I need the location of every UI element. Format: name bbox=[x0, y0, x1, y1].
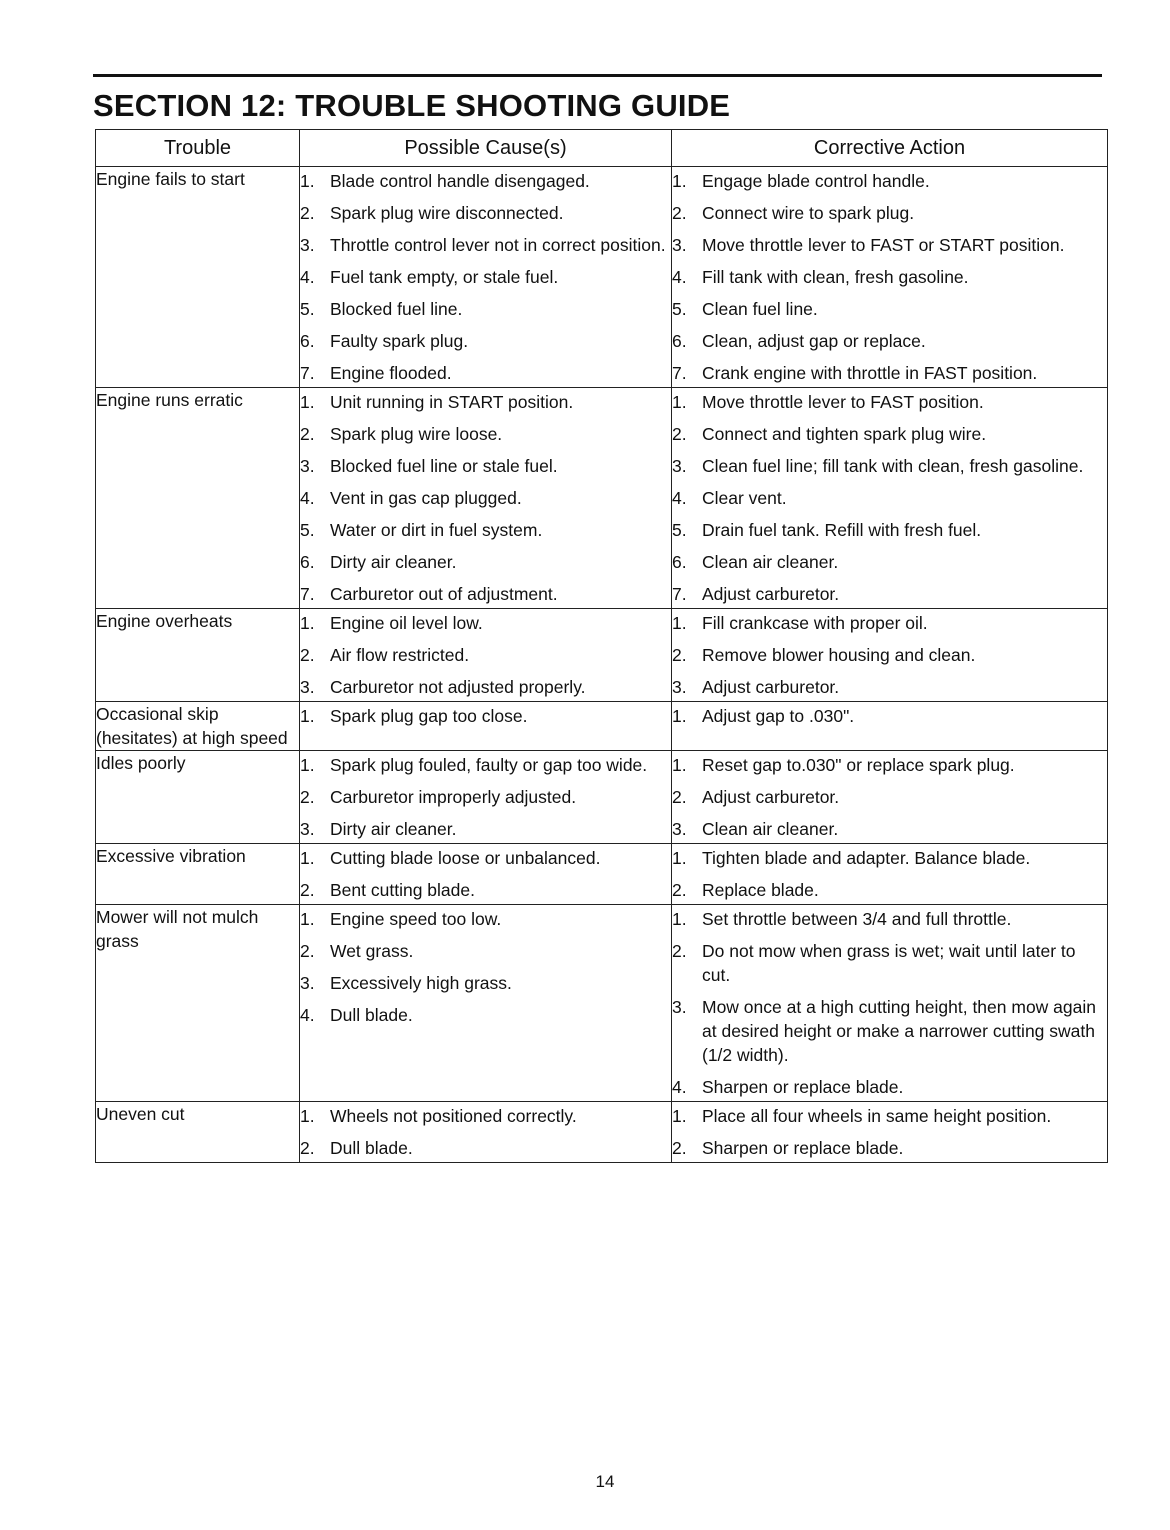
list-item bbox=[300, 704, 671, 728]
trouble-cell: Excessive vibration bbox=[96, 844, 300, 905]
item-text: Adjust carburetor. bbox=[702, 787, 840, 807]
item-number: 7. bbox=[672, 363, 687, 383]
item-text: Set throttle between 3/4 and full throttle. bbox=[702, 909, 1012, 929]
item-text: Engine flooded. bbox=[330, 363, 452, 383]
table-header-row bbox=[96, 130, 1108, 167]
item-number: 1. bbox=[300, 755, 315, 775]
item-number: 1. bbox=[300, 171, 315, 191]
list-item bbox=[672, 550, 1107, 574]
item-text: Adjust carburetor. bbox=[702, 584, 840, 604]
list-item bbox=[300, 675, 671, 699]
list-item bbox=[300, 169, 671, 193]
causes-cell bbox=[300, 167, 672, 388]
list-item bbox=[672, 233, 1107, 257]
list-item bbox=[672, 704, 1107, 728]
causes-list bbox=[300, 1104, 671, 1160]
trouble-cell: Idles poorly bbox=[96, 751, 300, 844]
item-number: 2. bbox=[672, 203, 687, 223]
list-item bbox=[300, 297, 671, 321]
list-item bbox=[672, 169, 1107, 193]
trouble-cell: Engine fails to start bbox=[96, 167, 300, 388]
trouble-cell: Mower will not mulch grass bbox=[96, 905, 300, 1102]
list-item bbox=[300, 611, 671, 635]
item-number: 1. bbox=[672, 848, 687, 868]
item-text: Clean, adjust gap or replace. bbox=[702, 331, 926, 351]
list-item bbox=[300, 971, 671, 995]
list-item bbox=[300, 753, 671, 777]
item-number: 6. bbox=[300, 331, 315, 351]
item-text: Dirty air cleaner. bbox=[330, 819, 457, 839]
item-number: 3. bbox=[672, 456, 687, 476]
item-text: Dull blade. bbox=[330, 1138, 413, 1158]
item-text: Spark plug wire disconnected. bbox=[330, 203, 564, 223]
item-text: Air flow restricted. bbox=[330, 645, 470, 665]
item-number: 4. bbox=[300, 267, 315, 287]
list-item bbox=[672, 518, 1107, 542]
list-item bbox=[300, 907, 671, 931]
item-number: 5. bbox=[672, 299, 687, 319]
item-text: Blocked fuel line or stale fuel. bbox=[330, 456, 558, 476]
item-text: Fill crankcase with proper oil. bbox=[702, 613, 928, 633]
item-number: 2. bbox=[672, 645, 687, 665]
list-item bbox=[300, 1136, 671, 1160]
item-number: 7. bbox=[300, 584, 315, 604]
list-item bbox=[672, 907, 1107, 931]
table-row bbox=[96, 844, 1108, 905]
causes-cell bbox=[300, 844, 672, 905]
item-text: Remove blower housing and clean. bbox=[702, 645, 976, 665]
item-number: 4. bbox=[672, 488, 687, 508]
item-text: Move throttle lever to FAST or START position. bbox=[702, 235, 1065, 255]
actions-list bbox=[672, 169, 1107, 385]
item-number: 1. bbox=[672, 706, 687, 726]
list-item bbox=[672, 361, 1107, 385]
list-item bbox=[300, 939, 671, 963]
item-text: Excessively high grass. bbox=[330, 973, 512, 993]
list-item bbox=[300, 550, 671, 574]
item-text: Carburetor improperly adjusted. bbox=[330, 787, 577, 807]
causes-cell bbox=[300, 751, 672, 844]
item-number: 6. bbox=[672, 552, 687, 572]
item-text: Connect and tighten spark plug wire. bbox=[702, 424, 987, 444]
item-number: 1. bbox=[300, 613, 315, 633]
header-corrective-action: Corrective Action bbox=[672, 130, 1108, 167]
list-item bbox=[672, 846, 1107, 870]
list-item bbox=[672, 675, 1107, 699]
item-number: 1. bbox=[672, 1106, 687, 1126]
item-text: Drain fuel tank. Refill with fresh fuel. bbox=[702, 520, 982, 540]
list-item bbox=[672, 753, 1107, 777]
actions-cell bbox=[672, 905, 1108, 1102]
item-number: 1. bbox=[672, 755, 687, 775]
list-item bbox=[672, 1136, 1107, 1160]
list-item bbox=[300, 361, 671, 385]
list-item bbox=[300, 233, 671, 257]
list-item bbox=[672, 785, 1107, 809]
list-item bbox=[672, 939, 1107, 987]
item-text: Dull blade. bbox=[330, 1005, 413, 1025]
item-text: Blocked fuel line. bbox=[330, 299, 463, 319]
item-number: 3. bbox=[300, 235, 315, 255]
item-text: Mow once at a high cutting height, then mow again at desired height or make a narrower cutting swath (1/2 width). bbox=[702, 997, 1096, 1065]
item-text: Adjust carburetor. bbox=[702, 677, 840, 697]
item-text: Clean fuel line. bbox=[702, 299, 818, 319]
list-item bbox=[300, 201, 671, 225]
list-item bbox=[300, 846, 671, 870]
item-number: 2. bbox=[300, 203, 315, 223]
item-text: Crank engine with throttle in FAST position. bbox=[702, 363, 1038, 383]
item-number: 3. bbox=[300, 819, 315, 839]
actions-cell bbox=[672, 1102, 1108, 1163]
list-item bbox=[672, 329, 1107, 353]
actions-cell bbox=[672, 751, 1108, 844]
item-number: 1. bbox=[300, 706, 315, 726]
list-item bbox=[672, 390, 1107, 414]
item-text: Blade control handle disengaged. bbox=[330, 171, 590, 191]
item-number: 2. bbox=[672, 880, 687, 900]
item-text: Replace blade. bbox=[702, 880, 819, 900]
list-item bbox=[672, 1075, 1107, 1099]
table-row bbox=[96, 609, 1108, 702]
list-item bbox=[300, 518, 671, 542]
item-number: 4. bbox=[300, 488, 315, 508]
causes-list bbox=[300, 390, 671, 606]
item-number: 1. bbox=[672, 392, 687, 412]
actions-list bbox=[672, 1104, 1107, 1160]
item-text: Wheels not positioned correctly. bbox=[330, 1106, 577, 1126]
trouble-cell: Engine runs erratic bbox=[96, 388, 300, 609]
list-item bbox=[672, 454, 1107, 478]
item-number: 2. bbox=[300, 1138, 315, 1158]
actions-cell bbox=[672, 609, 1108, 702]
item-number: 1. bbox=[672, 909, 687, 929]
actions-list bbox=[672, 611, 1107, 699]
list-item bbox=[672, 201, 1107, 225]
item-text: Fuel tank empty, or stale fuel. bbox=[330, 267, 559, 287]
item-number: 2. bbox=[672, 1138, 687, 1158]
item-number: 5. bbox=[300, 299, 315, 319]
causes-list bbox=[300, 753, 671, 841]
item-number: 2. bbox=[300, 645, 315, 665]
list-item bbox=[300, 390, 671, 414]
header-trouble: Trouble bbox=[96, 130, 300, 167]
item-text: Place all four wheels in same height position. bbox=[702, 1106, 1052, 1126]
item-text: Vent in gas cap plugged. bbox=[330, 488, 522, 508]
list-item bbox=[300, 582, 671, 606]
item-text: Connect wire to spark plug. bbox=[702, 203, 915, 223]
causes-cell bbox=[300, 388, 672, 609]
item-number: 4. bbox=[672, 267, 687, 287]
list-item bbox=[300, 265, 671, 289]
item-number: 5. bbox=[672, 520, 687, 540]
list-item bbox=[672, 995, 1107, 1067]
item-number: 3. bbox=[300, 456, 315, 476]
item-text: Bent cutting blade. bbox=[330, 880, 475, 900]
item-text: Carburetor out of adjustment. bbox=[330, 584, 558, 604]
item-text: Water or dirt in fuel system. bbox=[330, 520, 543, 540]
trouble-cell: Uneven cut bbox=[96, 1102, 300, 1163]
item-number: 2. bbox=[672, 941, 687, 961]
item-text: Spark plug wire loose. bbox=[330, 424, 503, 444]
item-text: Faulty spark plug. bbox=[330, 331, 469, 351]
trouble-cell: Engine overheats bbox=[96, 609, 300, 702]
item-number: 1. bbox=[300, 909, 315, 929]
list-item bbox=[300, 422, 671, 446]
actions-cell bbox=[672, 388, 1108, 609]
causes-cell bbox=[300, 1102, 672, 1163]
list-item bbox=[672, 486, 1107, 510]
actions-cell bbox=[672, 844, 1108, 905]
table-row bbox=[96, 388, 1108, 609]
list-item bbox=[672, 878, 1107, 902]
item-number: 2. bbox=[300, 880, 315, 900]
item-text: Move throttle lever to FAST position. bbox=[702, 392, 984, 412]
list-item bbox=[672, 422, 1107, 446]
item-text: Unit running in START position. bbox=[330, 392, 574, 412]
list-item bbox=[672, 643, 1107, 667]
item-text: Wet grass. bbox=[330, 941, 414, 961]
item-text: Tighten blade and adapter. Balance blade. bbox=[702, 848, 1031, 868]
item-text: Sharpen or replace blade. bbox=[702, 1077, 904, 1097]
causes-list bbox=[300, 846, 671, 902]
item-text: Carburetor not adjusted properly. bbox=[330, 677, 586, 697]
item-text: Reset gap to.030" or replace spark plug. bbox=[702, 755, 1015, 775]
item-text: Cutting blade loose or unbalanced. bbox=[330, 848, 601, 868]
item-text: Throttle control lever not in correct position. bbox=[330, 235, 666, 255]
actions-cell bbox=[672, 167, 1108, 388]
item-number: 1. bbox=[300, 1106, 315, 1126]
table-row bbox=[96, 702, 1108, 751]
list-item bbox=[300, 878, 671, 902]
list-item bbox=[300, 1003, 671, 1027]
causes-list bbox=[300, 907, 671, 1027]
list-item bbox=[300, 643, 671, 667]
item-text: Fill tank with clean, fresh gasoline. bbox=[702, 267, 969, 287]
item-number: 3. bbox=[672, 677, 687, 697]
item-text: Engine oil level low. bbox=[330, 613, 483, 633]
item-number: 2. bbox=[300, 941, 315, 961]
header-possible-causes: Possible Cause(s) bbox=[300, 130, 672, 167]
actions-list bbox=[672, 907, 1107, 1099]
list-item bbox=[672, 265, 1107, 289]
actions-list bbox=[672, 846, 1107, 902]
item-text: Adjust gap to .030". bbox=[702, 706, 855, 726]
item-number: 6. bbox=[300, 552, 315, 572]
list-item bbox=[672, 817, 1107, 841]
list-item bbox=[672, 611, 1107, 635]
list-item bbox=[672, 582, 1107, 606]
item-text: Clean fuel line; fill tank with clean, fresh gasoline. bbox=[702, 456, 1084, 476]
item-number: 6. bbox=[672, 331, 687, 351]
item-text: Spark plug fouled, faulty or gap too wide. bbox=[330, 755, 648, 775]
causes-list bbox=[300, 611, 671, 699]
item-text: Clean air cleaner. bbox=[702, 819, 839, 839]
actions-list bbox=[672, 390, 1107, 606]
section-title: SECTION 12: TROUBLE SHOOTING GUIDE bbox=[93, 88, 731, 123]
actions-list bbox=[672, 753, 1107, 841]
causes-cell bbox=[300, 702, 672, 751]
table-row bbox=[96, 905, 1108, 1102]
causes-list bbox=[300, 704, 671, 728]
item-text: Do not mow when grass is wet; wait until later to cut. bbox=[702, 941, 1076, 985]
item-text: Spark plug gap too close. bbox=[330, 706, 528, 726]
item-text: Dirty air cleaner. bbox=[330, 552, 457, 572]
item-number: 2. bbox=[672, 424, 687, 444]
item-number: 7. bbox=[672, 584, 687, 604]
list-item bbox=[300, 1104, 671, 1128]
actions-list bbox=[672, 704, 1107, 728]
table-body bbox=[96, 167, 1108, 1163]
item-text: Engage blade control handle. bbox=[702, 171, 930, 191]
table-row bbox=[96, 167, 1108, 388]
item-number: 1. bbox=[672, 171, 687, 191]
table-row bbox=[96, 751, 1108, 844]
item-number: 2. bbox=[300, 787, 315, 807]
table-row bbox=[96, 1102, 1108, 1163]
item-number: 5. bbox=[300, 520, 315, 540]
list-item bbox=[672, 297, 1107, 321]
item-number: 3. bbox=[300, 973, 315, 993]
list-item bbox=[300, 486, 671, 510]
item-number: 3. bbox=[672, 819, 687, 839]
item-number: 1. bbox=[300, 392, 315, 412]
trouble-shooting-table bbox=[95, 129, 1108, 1163]
item-number: 4. bbox=[672, 1077, 687, 1097]
list-item bbox=[300, 785, 671, 809]
item-number: 2. bbox=[672, 787, 687, 807]
causes-cell bbox=[300, 905, 672, 1102]
list-item bbox=[300, 817, 671, 841]
item-number: 3. bbox=[672, 997, 687, 1017]
item-number: 2. bbox=[300, 424, 315, 444]
trouble-cell: Occasional skip (hesitates) at high speed bbox=[96, 702, 300, 751]
list-item bbox=[672, 1104, 1107, 1128]
item-number: 7. bbox=[300, 363, 315, 383]
item-number: 1. bbox=[300, 848, 315, 868]
item-text: Clean air cleaner. bbox=[702, 552, 839, 572]
causes-list bbox=[300, 169, 671, 385]
actions-cell bbox=[672, 702, 1108, 751]
page-number: 14 bbox=[595, 1472, 615, 1491]
item-number: 3. bbox=[672, 235, 687, 255]
item-number: 1. bbox=[672, 613, 687, 633]
item-text: Clear vent. bbox=[702, 488, 787, 508]
top-rule bbox=[93, 74, 1102, 77]
item-text: Sharpen or replace blade. bbox=[702, 1138, 904, 1158]
list-item bbox=[300, 329, 671, 353]
item-text: Engine speed too low. bbox=[330, 909, 502, 929]
item-number: 4. bbox=[300, 1005, 315, 1025]
item-number: 3. bbox=[300, 677, 315, 697]
list-item bbox=[300, 454, 671, 478]
causes-cell bbox=[300, 609, 672, 702]
